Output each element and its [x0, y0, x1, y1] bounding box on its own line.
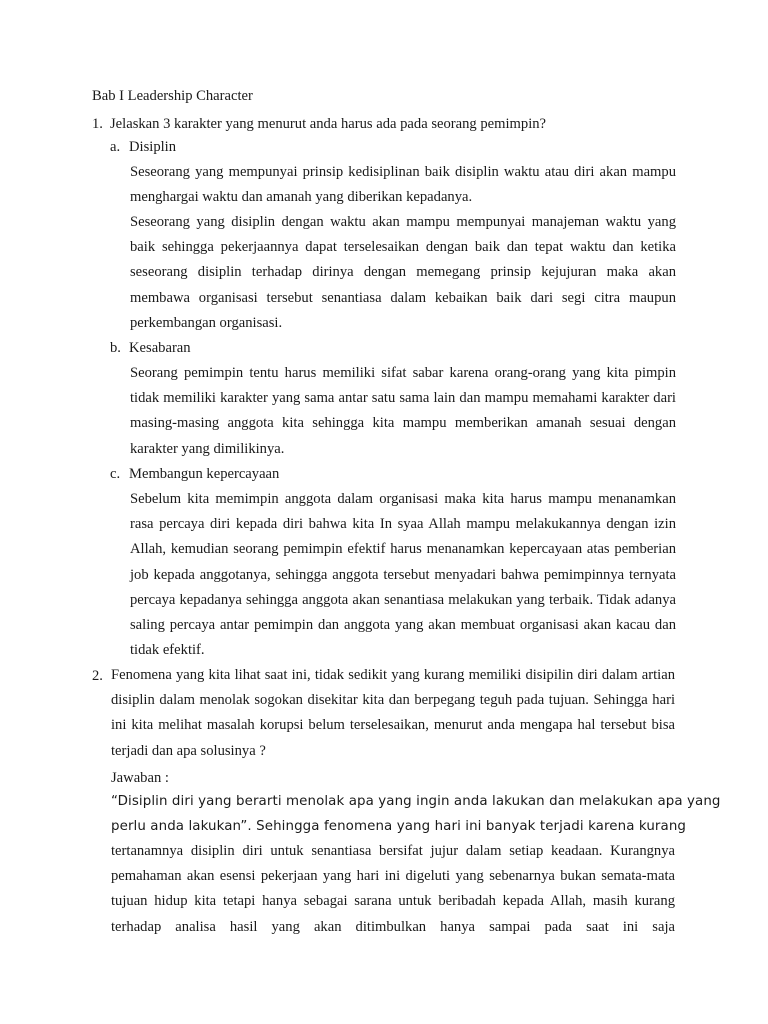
question-1-text: Jelaskan 3 karakter yang menurut anda harus ada pada seorang pemimpin? [110, 116, 547, 132]
item-c-heading [110, 464, 279, 484]
item-b-heading [110, 338, 191, 358]
item-a-letter: a. [110, 139, 121, 155]
item-c-paragraph-1: Sebelum kita memimpin anggota dalam organisasi maka kita harus mampu menanamkan rasa percaya diri kepada diri bahwa kita In syaa Allah mampu melakukannya dengan izin Allah, kemudian seorang pemimpin efektif harus menanamkan kepercayaan atas pemberian job kepada anggotanya, sehingga anggota tersebut menyadari bahwa pemimpinnya ternyata percaya kepadanya sehingga anggota akan senantiasa melakukan yang terbaik. Tidak adanya saling percaya antar pemimpin dan anggota yang akan membuat organisasi akan kacau dan tidak efektif. [130, 491, 676, 659]
item-a-heading [110, 137, 176, 157]
question-1 [92, 114, 546, 134]
document-title: Bab I Leadership Character [92, 88, 253, 104]
item-b-paragraph-1: Seorang pemimpin tentu harus memiliki sifat sabar karena orang-orang yang kita pimpin tidak memiliki karakter yang sama antar satu sama lain dan mampu memahami karakter dari masing-masing anggota kita sehingga kita mampu memberikan amanah sesuai dengan karakter yang dimilikinya. [130, 365, 676, 457]
item-a-paragraph-2: Seseorang yang disiplin dengan waktu akan mampu mempunyai manajeman waktu yang baik sehingga pekerjaannya dapat terselesaikan dengan baik dan tepat waktu dan ketika seseorang disiplin terhadap dirinya dengan memegang prinsip kejujuran maka akan membawa organisasi tersebut senantiasa dalam kebaikan baik dari segi citra maupun perkembangan organisasi. [130, 214, 676, 331]
question-2-number: 2. [92, 668, 103, 684]
answer-line-2: perlu anda lakukan”. Sehingga fenomena yang hari ini banyak terjadi karena kurang [111, 819, 687, 834]
answer-label: Jawaban : [111, 770, 169, 786]
question-2-text: Fenomena yang kita lihat saat ini, tidak sedikit yang kurang memiliki disipilin diri dalam artian disiplin dalam menolak sogokan disekitar kita dan berpegang teguh pada tujuan. Sehingga hari ini kita melihat masalah korupsi belum terselesaikan, menurut anda mengapa hal tersebut bisa terjadi dan apa solusinya ? [111, 667, 675, 759]
item-b-letter: b. [110, 340, 121, 356]
item-a-paragraph-1: Seseorang yang mempunyai prinsip kedisiplinan baik disiplin waktu atau diri akan mampu menghargai waktu dan amanah yang diberikan kepadanya. [130, 164, 676, 206]
question-1-number: 1. [92, 116, 103, 132]
item-a-title: Disiplin [129, 139, 177, 155]
item-c-title: Membangun kepercayaan [129, 466, 280, 482]
answer-line-1: “Disiplin diri yang berarti menolak apa yang ingin anda lakukan dan melakukan apa yang [111, 794, 721, 809]
item-b-title: Kesabaran [129, 340, 191, 356]
answer-paragraph: tertanamnya disiplin diri untuk senantiasa bersifat jujur dalam setiap keadaan. Kurangnya pemahaman akan esensi pekerjaan yang hari ini digeluti yang sebenarnya bukan semata-mata tujuan hidup kita tetapi hanya sebagai sarana untuk beribadah kepada Allah, masih kurang terhadap analisa hasil yang akan ditimbulkan hanya sampai pada saat ini saja [111, 843, 675, 935]
item-c-letter: c. [110, 466, 121, 482]
